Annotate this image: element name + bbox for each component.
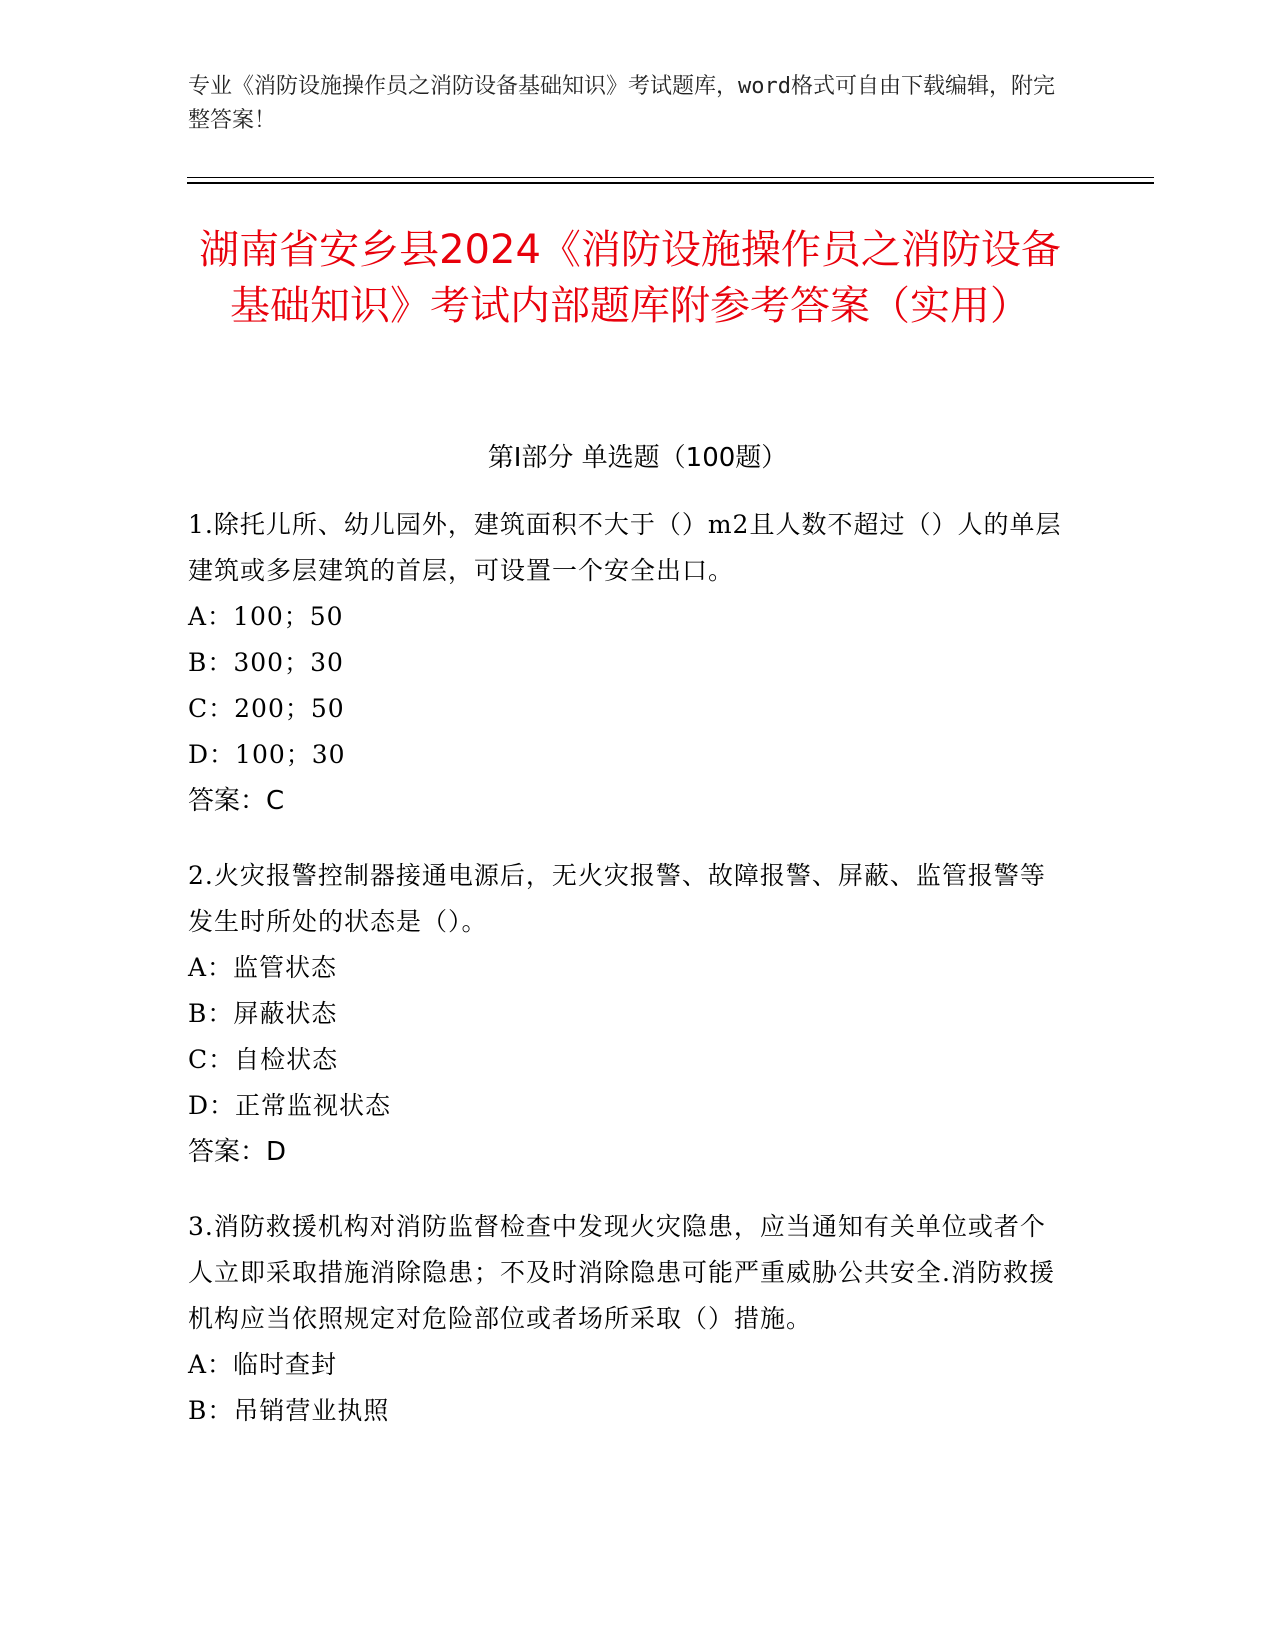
question-stem: 1.除托儿所、幼儿园外，建筑面积不大于（）m2且人数不超过（）人的单层建筑或多层建筑的首层，可设置一个安全出口。 bbox=[188, 510, 1062, 585]
question-stem: 2.火灾报警控制器接通电源后，无火灾报警、故障报警、屏蔽、监管报警等发生时所处的状态是（）。 bbox=[188, 861, 1046, 936]
answer: 答案：D bbox=[188, 1137, 287, 1167]
answer: 答案：C bbox=[188, 786, 285, 816]
option-b: B：吊销营业执照 bbox=[188, 1396, 390, 1425]
question-stem: 3.消防救援机构对消防监督检查中发现火灾隐患，应当通知有关单位或者个人立即采取措施消除隐患；不及时消除隐患可能严重威胁公共安全.消防救援机构应当依照规定对危险部位或者场所采取（）措施。 bbox=[188, 1212, 1055, 1333]
option-a: A：100；50 bbox=[188, 602, 344, 631]
question-1 bbox=[188, 502, 1068, 824]
option-c: C：自检状态 bbox=[188, 1045, 339, 1074]
section-heading: 第I部分 单选题（100题） bbox=[487, 443, 788, 473]
question-3 bbox=[188, 1204, 1068, 1434]
header-divider-thin bbox=[187, 177, 1154, 178]
option-b: B：300；30 bbox=[188, 648, 344, 677]
question-2 bbox=[188, 853, 1068, 1175]
option-d: D：正常监视状态 bbox=[188, 1091, 392, 1120]
header-note: 专业《消防设施操作员之消防设备基础知识》考试题库，word格式可自由下载编辑，附完整答案！ bbox=[188, 74, 1055, 133]
option-a: A：临时查封 bbox=[188, 1350, 338, 1379]
document-title: 湖南省安乡县2024《消防设施操作员之消防设备基础知识》考试内部题库附参考答案（实用） bbox=[199, 227, 1061, 329]
header-divider-thick bbox=[187, 182, 1154, 184]
option-d: D：100；30 bbox=[188, 740, 346, 769]
option-b: B：屏蔽状态 bbox=[188, 999, 338, 1028]
option-c: C：200；50 bbox=[188, 694, 345, 723]
option-a: A：监管状态 bbox=[188, 953, 338, 982]
